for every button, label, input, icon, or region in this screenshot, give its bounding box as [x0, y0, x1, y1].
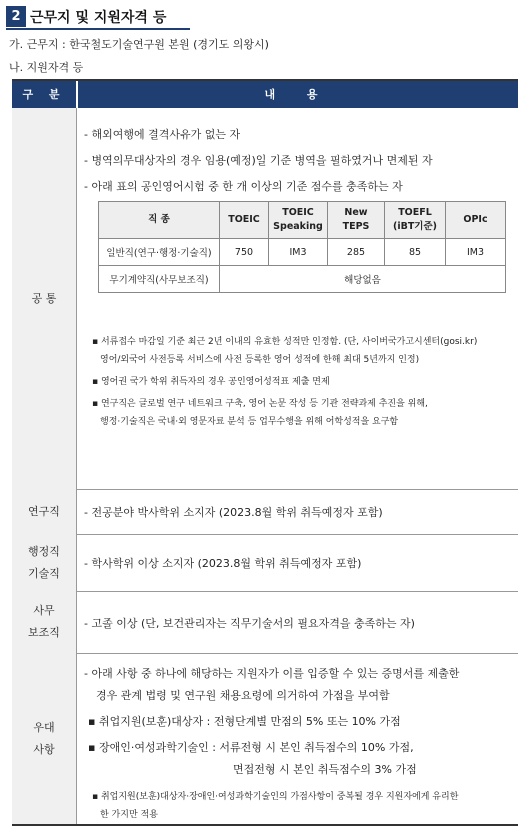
label-common: 공 통 [12, 108, 77, 489]
preference-line: 경우 관계 법령 및 연구원 채용요령에 의거하여 가점을 부여함 [96, 689, 390, 702]
row-common [12, 108, 518, 490]
header-category: 구 분 [22, 88, 66, 101]
score-table-header-row [99, 202, 506, 239]
common-item: - 해외여행에 결격사유가 없는 자 [84, 128, 241, 141]
office-text: - 고졸 이상 (단, 보건관리자는 직무기술서의 필요자격을 충족하는 자) [84, 617, 415, 630]
preference-line: 면접전형 시 본인 취득점수의 3% 가점 [233, 763, 417, 776]
common-note: ▪ 연구직은 글로벌 연구 네트워크 구축, 영어 논문 작성 등 기관 전략과제 추진을 위해, [92, 399, 428, 409]
section-underline [6, 28, 190, 30]
table-cell: 285 [328, 239, 385, 266]
label-research: 연구직 [12, 489, 77, 534]
preference-note: ▪ 취업지원(보훈)대상자·장애인·여성과학기술인의 가점사항이 중복될 경우 지원자에게 유리한 [92, 792, 459, 802]
table-cell: IM3 [269, 239, 328, 266]
label-preference: 우대 사항 [12, 653, 77, 824]
english-score-table [98, 201, 506, 293]
row-preference [12, 653, 518, 826]
qualification-subheading: 나. 지원자격 등 [9, 61, 84, 74]
score-header-cell: TOEFL (iBT기준) [385, 202, 446, 239]
row-admin [12, 534, 518, 592]
table-cell: 일반직(연구·행정·기술직) [99, 239, 220, 266]
preference-line: - 아래 사항 중 하나에 해당하는 지원자가 이를 입증할 수 있는 증명서를 제출한 [84, 667, 460, 680]
common-note: ▪ 서류접수 마감일 기준 최근 2년 이내의 유효한 성적만 인정함. (단, 사이버국가고시센터(gosi.kr) [92, 337, 478, 347]
common-item: - 아래 표의 공인영어시험 중 한 개 이상의 기준 점수를 충족하는 자 [84, 180, 403, 193]
admin-text: - 학사학위 이상 소지자 (2023.8월 학위 취득예정자 포함) [84, 557, 362, 570]
section-number: 2 [6, 6, 26, 27]
table-cell: 무기계약직(사무보조직) [99, 266, 220, 293]
common-note: 행정·기술직은 국내·외 영문자료 분석 등 업무수행을 위해 어학성적을 요구함 [100, 417, 399, 427]
table-row [99, 239, 506, 266]
preference-note: 한 가지만 적용 [100, 810, 158, 820]
preference-line: ▪ 장애인·여성과학기술인 : 서류전형 시 본인 취득점수의 10% 가점, [88, 741, 414, 754]
score-header-cell: New TEPS [328, 202, 385, 239]
header-content: 내 용 [264, 88, 332, 101]
workplace-subheading: 가. 근무지 : 한국철도기술연구원 본원 (경기도 의왕시) [9, 38, 269, 51]
table-cell: IM3 [446, 239, 506, 266]
common-note: 영어/외국어 사전등록 서비스에 사전 등록한 영어 성적에 한해 최대 5년까지 인정) [100, 355, 420, 365]
table-row [99, 266, 506, 293]
score-header-cell: OPIc [446, 202, 506, 239]
table-cell: 해당없음 [220, 266, 506, 293]
label-admin: 행정직 기술직 [12, 534, 77, 591]
qualification-table [12, 79, 518, 820]
section-heading [6, 6, 190, 28]
table-header [12, 81, 518, 108]
score-header-cell: TOEIC Speaking [269, 202, 328, 239]
common-note: ▪ 영어권 국가 학위 취득자의 경우 공인영어성적표 제출 면제 [92, 377, 330, 387]
row-research [12, 489, 518, 535]
table-cell: 85 [385, 239, 446, 266]
label-office: 사무 보조직 [12, 591, 77, 653]
score-header-cell: TOEIC [220, 202, 269, 239]
section-title: 근무지 및 지원자격 등 [30, 10, 167, 26]
common-item: - 병역의무대상자의 경우 임용(예정)일 기준 병역을 필하였거나 면제된 자 [84, 154, 433, 167]
table-cell: 750 [220, 239, 269, 266]
preference-line: ▪ 취업지원(보훈)대상자 : 전형단계별 만점의 5% 또는 10% 가점 [88, 715, 401, 728]
score-header-cell: 직 종 [99, 202, 220, 239]
row-office [12, 591, 518, 654]
research-text: - 전공분야 박사학위 소지자 (2023.8월 학위 취득예정자 포함) [84, 506, 383, 519]
